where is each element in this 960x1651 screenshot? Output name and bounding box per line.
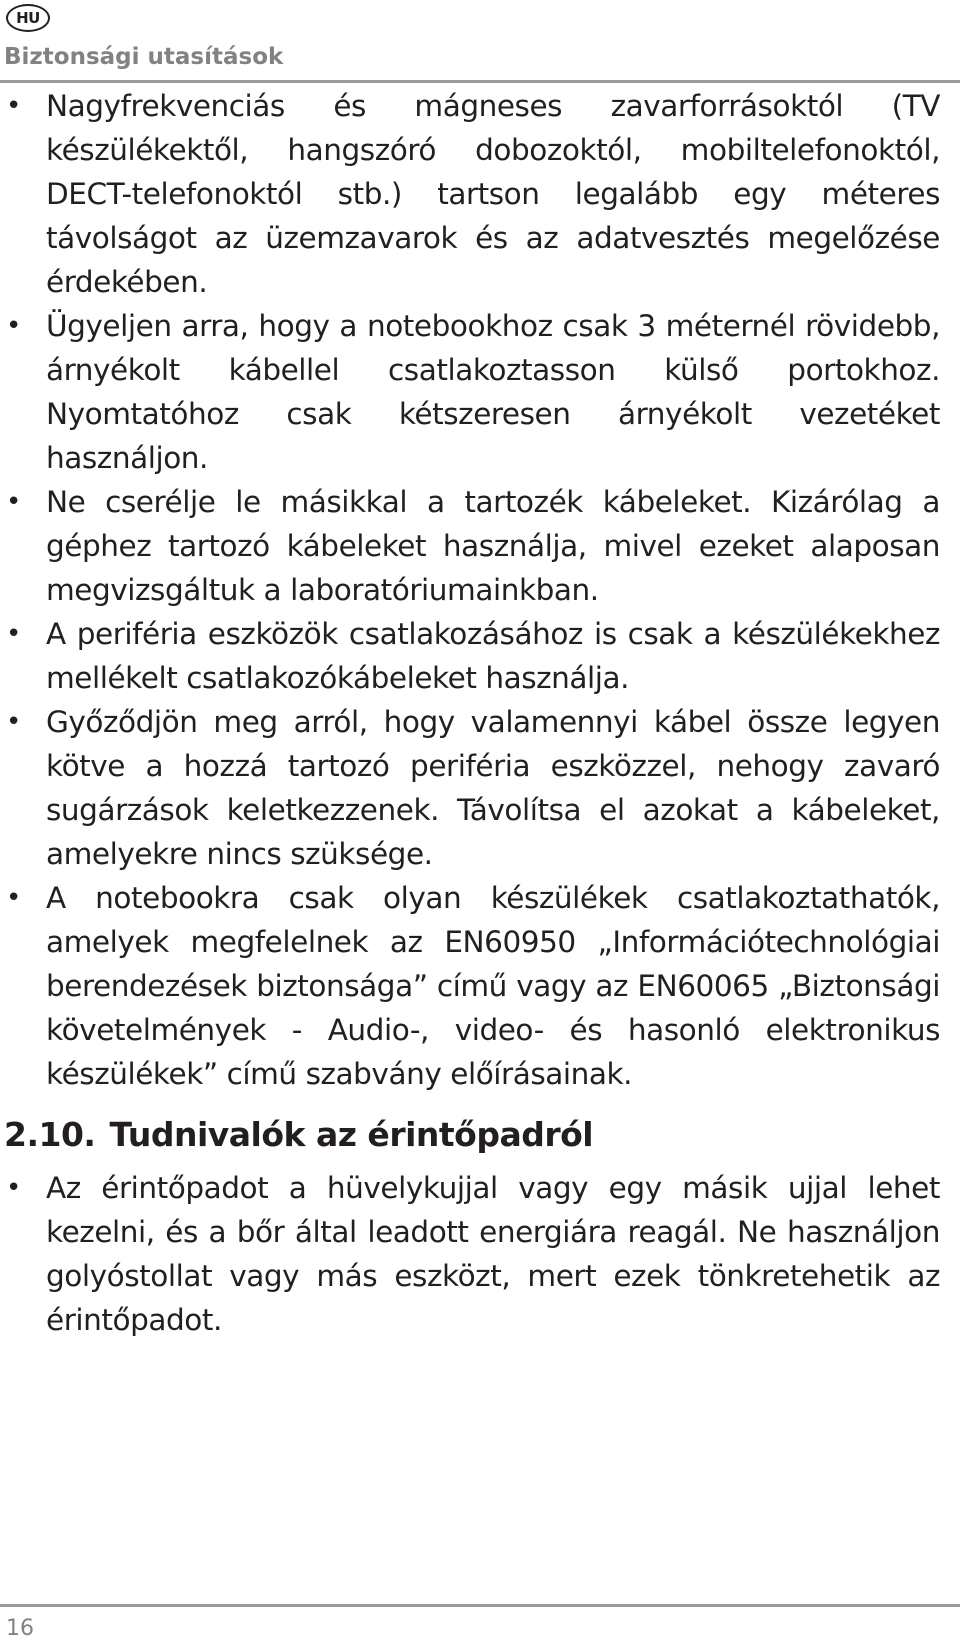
touchpad-bullet-list: [0, 1166, 960, 1342]
list-item-text: A periféria eszközök csatlakozásához is csak a készülékekhez mellékelt csatlakozókábeleket használja.: [46, 617, 940, 695]
list-item: [0, 876, 960, 1096]
footer-divider: [0, 1604, 960, 1607]
bullet-icon: •: [6, 311, 21, 341]
list-item: [0, 84, 960, 304]
list-item-text: Nagyfrekvenciás és mágneses zavarforrásoktól (TV készülékektől, hangszóró dobozoktól, mobiltelefonoktól, DECT-telefonoktól stb.) tartson legalább egy méteres távolságot az üzemzavarok és az adatvesztés megelőzése érdekében.: [46, 89, 940, 299]
list-item-text: Ne cserélje le másikkal a tartozék kábeleket. Kizárólag a géphez tartozó kábeleket használja, mivel ezeket alaposan megvizsgáltuk a laboratóriumainkban.: [46, 485, 940, 607]
list-item-text: A notebookra csak olyan készülékek csatlakoztathatók, amelyek megfelelnek az EN60950 „Információtechnológiai berendezések biztonsága” című vagy az EN60065 „Biztonsági követelmények - Audio-, video- és hasonló elektronikus készülékek” című szabvány előírásainak.: [46, 881, 940, 1091]
list-item: [0, 480, 960, 612]
bullet-icon: •: [6, 707, 21, 737]
bullet-icon: •: [6, 1173, 21, 1203]
section-title-text: Tudnivalók az érintőpadról: [109, 1115, 594, 1154]
running-header: Biztonsági utasítások: [4, 44, 284, 70]
list-item: [0, 612, 960, 700]
page-content: [0, 84, 960, 1342]
bullet-icon: •: [6, 487, 21, 517]
language-badge: HU: [6, 4, 50, 32]
page-number: 16: [6, 1616, 34, 1641]
section-number: 2.10.: [4, 1115, 96, 1154]
bullet-icon: •: [6, 91, 21, 121]
list-item-text: Az érintőpadot a hüvelykujjal vagy egy másik ujjal lehet kezelni, és a bőr által leadott energiára reagál. Ne használjon golyóstollat vagy más eszközt, mert ezek tönkretehetik az érintőpadot.: [46, 1171, 940, 1337]
bullet-icon: •: [6, 619, 21, 649]
list-item: [0, 304, 960, 480]
bullet-icon: •: [6, 883, 21, 913]
header-divider: [0, 80, 960, 83]
safety-bullet-list: [0, 84, 960, 1096]
list-item: [0, 700, 960, 876]
list-item-text: Ügyeljen arra, hogy a notebookhoz csak 3 méternél rövidebb, árnyékolt kábellel csatlakoztasson külső portokhoz. Nyomtatóhoz csak kétszeresen árnyékolt vezetéket használjon.: [46, 309, 940, 475]
list-item: [0, 1166, 960, 1342]
section-heading: [0, 1110, 960, 1160]
list-item-text: Győződjön meg arról, hogy valamennyi kábel össze legyen kötve a hozzá tartozó periféria eszközzel, nehogy zavaró sugárzások keletkezzenek. Távolítsa el azokat a kábeleket, amelyekre nincs szüksége.: [46, 705, 940, 871]
